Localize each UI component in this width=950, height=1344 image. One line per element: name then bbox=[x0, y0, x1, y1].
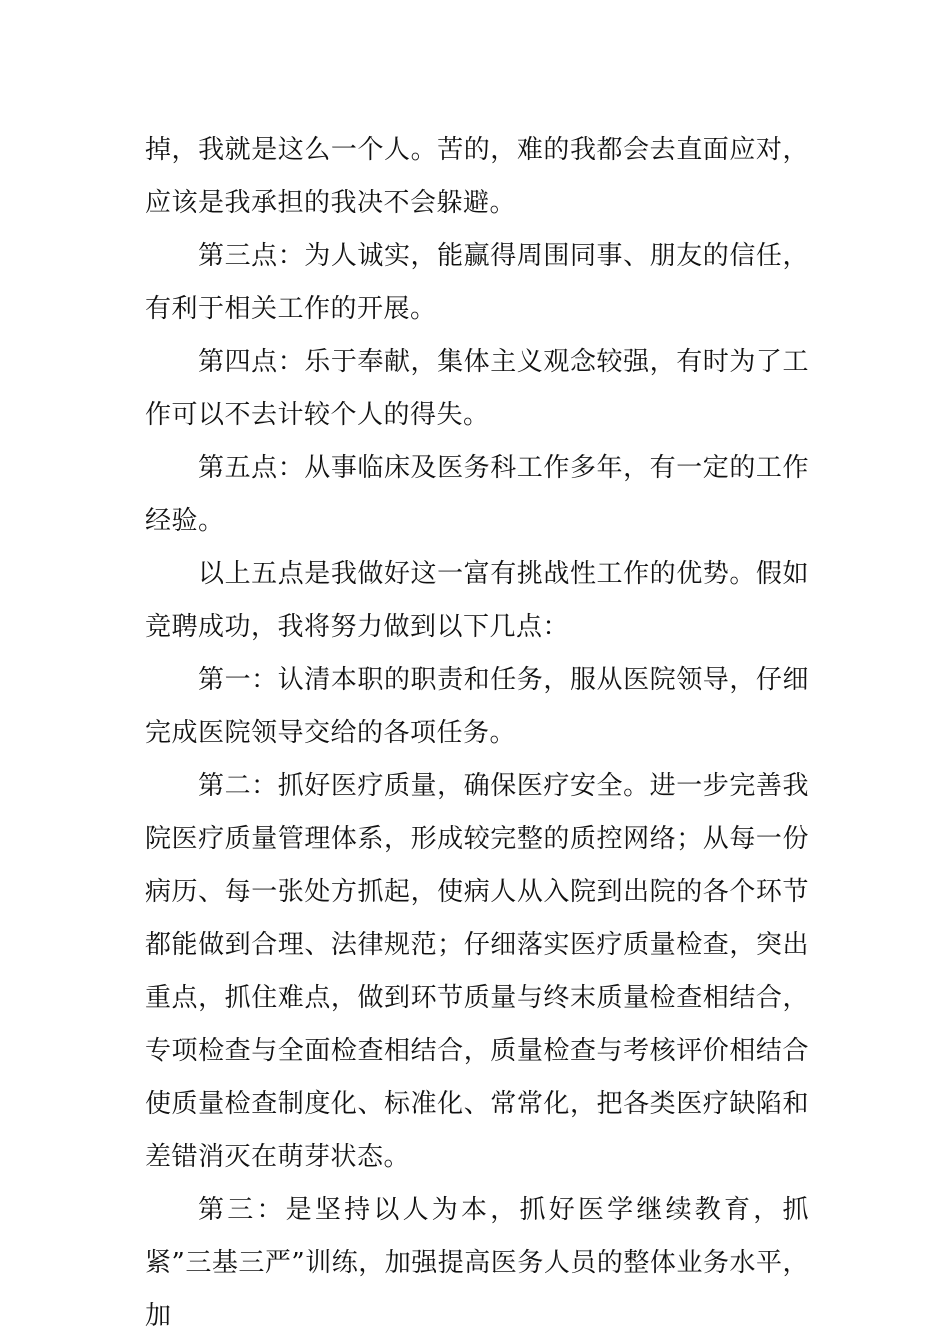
paragraph-plan-three: 第三：是坚持以人为本，抓好医学继续教育，抓紧”三基三严”训练，加强提高医务人员的整体业务水平，加 bbox=[145, 1195, 809, 1331]
paragraph-summary: 以上五点是我做好这一富有挑战性工作的优势。假如竞聘成功，我将努力做到以下几点： bbox=[145, 559, 809, 642]
paragraph-point-three: 第三点：为人诚实，能赢得周围同事、朋友的信任，有利于相关工作的开展。 bbox=[145, 241, 809, 324]
paragraph-continuation: 掉，我就是这么一个人。苦的，难的我都会去直面应对，应该是我承担的我决不会躲避。 bbox=[145, 135, 809, 218]
document-body bbox=[145, 124, 809, 1343]
paragraph-point-five: 第五点：从事临床及医务科工作多年，有一定的工作经验。 bbox=[145, 453, 809, 536]
paragraph-plan-one: 第一：认清本职的职责和任务，服从医院领导，仔细完成医院领导交给的各项任务。 bbox=[145, 665, 809, 748]
paragraph-point-four: 第四点：乐于奉献，集体主义观念较强，有时为了工作可以不去计较个人的得失。 bbox=[145, 347, 809, 430]
paragraph-plan-two: 第二：抓好医疗质量，确保医疗安全。进一步完善我院医疗质量管理体系，形成较完整的质控网络；从每一份病历、每一张处方抓起，使病人从入院到出院的各个环节都能做到合理、法律规范；仔细落实医疗质量检查，突出重点，抓住难点，做到环节质量与终末质量检查相结合，专项检查与全面检查相结合，质量检查与考核评价相结合使质量检查制度化、标准化、常常化，把各类医疗缺陷和差错消灭在萌芽状态。 bbox=[145, 771, 809, 1172]
